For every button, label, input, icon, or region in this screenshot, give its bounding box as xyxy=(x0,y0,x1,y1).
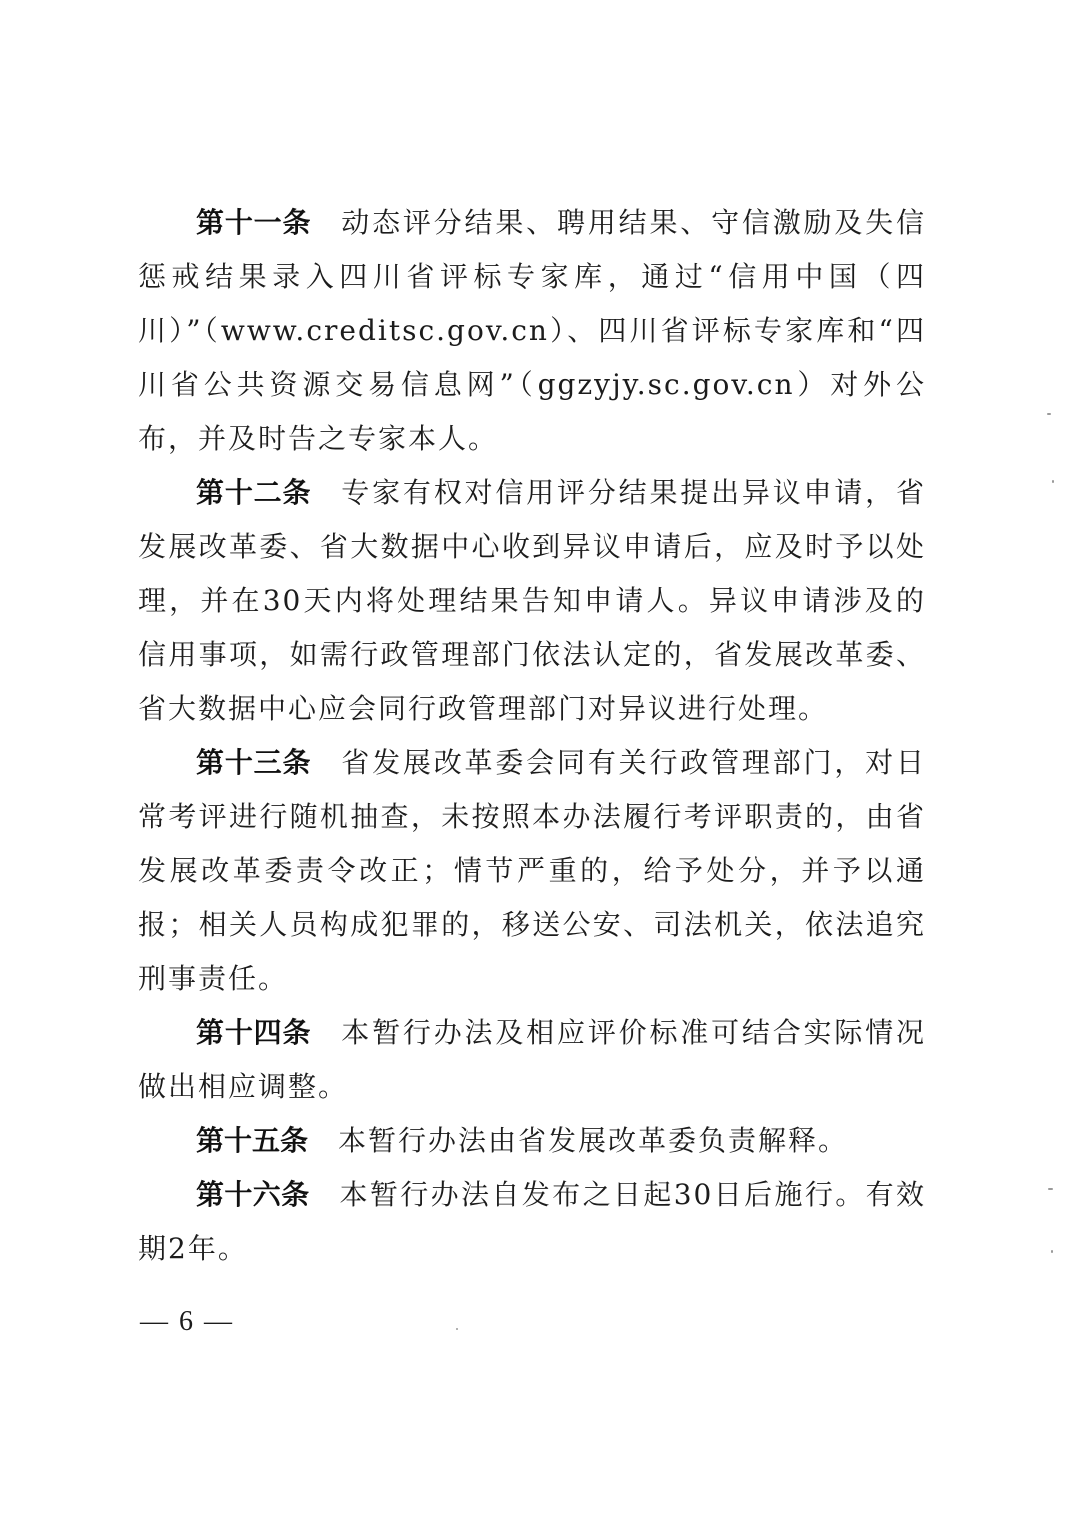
article-heading: 第十一条 xyxy=(196,206,312,239)
article-12 xyxy=(138,466,926,736)
article-13 xyxy=(138,736,926,1006)
article-11 xyxy=(138,196,926,466)
article-heading: 第十五条 xyxy=(196,1124,309,1157)
page-number: — 6 — xyxy=(140,1306,234,1337)
article-text: 本暂行办法及相应评价标准可结合实际情况做出相应调整。 xyxy=(138,1016,926,1103)
article-text: 本暂行办法自发布之日起30日后施行。有效期2年。 xyxy=(138,1178,926,1265)
article-text: 动态评分结果、聘用结果、守信激励及失信惩戒结果录入四川省评标专家库，通过“信用中国（四川）”（www.creditsc.gov.cn）、四川省评标专家库和“四川省公共资源交易信息网”（ggzyjy.sc.gov.cn）对外公布，并及时告之专家本人。 xyxy=(138,206,926,455)
article-15 xyxy=(138,1114,926,1168)
scan-speck xyxy=(456,1328,458,1330)
scan-speck xyxy=(1051,1250,1053,1253)
scan-speck xyxy=(1052,480,1054,483)
article-heading: 第十二条 xyxy=(196,476,312,509)
article-16 xyxy=(138,1168,926,1276)
article-text: 专家有权对信用评分结果提出异议申请，省发展改革委、省大数据中心收到异议申请后，应及时予以处理，并在30天内将处理结果告知申请人。异议申请涉及的信用事项，如需行政管理部门依法认定的，省发展改革委、省大数据中心应会同行政管理部门对异议进行处理。 xyxy=(138,476,926,725)
document-body xyxy=(138,196,926,1276)
article-heading: 第十六条 xyxy=(196,1178,310,1211)
article-heading: 第十四条 xyxy=(196,1016,312,1049)
scan-speck xyxy=(1047,413,1051,415)
article-text: 省发展改革委会同有关行政管理部门，对日常考评进行随机抽查，未按照本办法履行考评职责的，由省发展改革委责令改正；情节严重的，给予处分，并予以通报；相关人员构成犯罪的，移送公安、司法机关，依法追究刑事责任。 xyxy=(138,746,926,995)
article-text: 本暂行办法由省发展改革委负责解释。 xyxy=(338,1124,849,1157)
article-14 xyxy=(138,1006,926,1114)
scan-speck xyxy=(1048,1188,1053,1190)
article-heading: 第十三条 xyxy=(196,746,312,779)
